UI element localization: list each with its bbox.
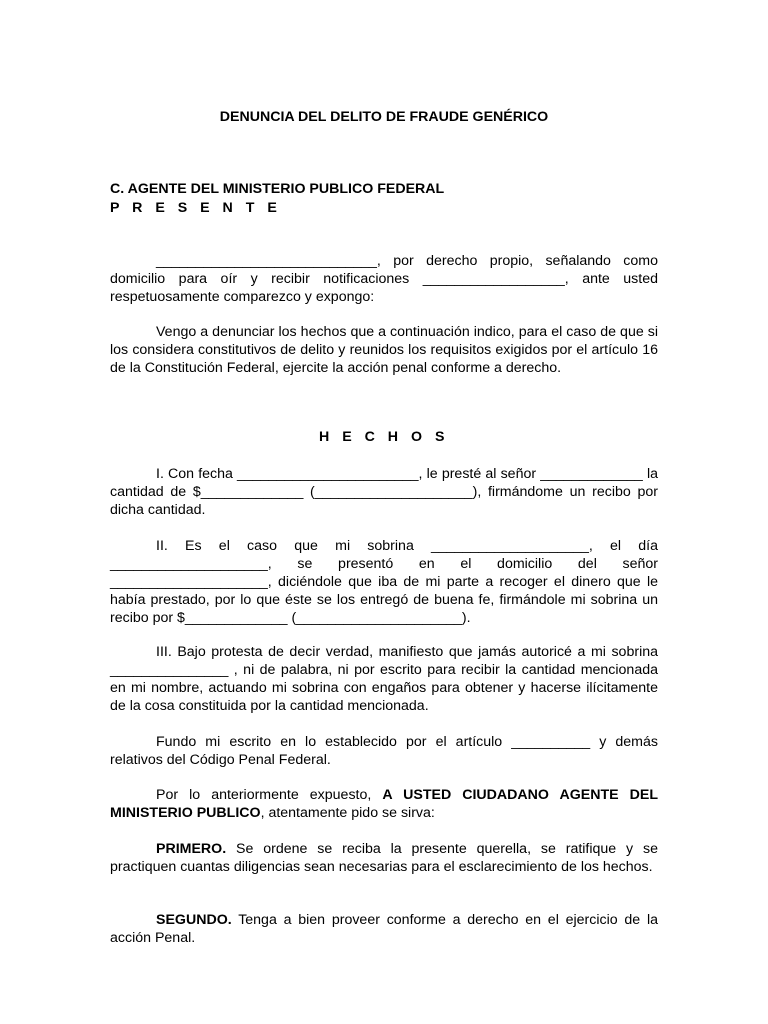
- hecho-1-paragraph: I. Con fecha _______________________, le presté al señor _____________ la cantidad de $_____________ (____________________), firmándome un recibo por dicha cantidad.: [110, 466, 658, 518]
- addressee-block: [110, 180, 658, 218]
- fundamento-section: [110, 733, 658, 769]
- segundo-label: SEGUNDO.: [156, 912, 232, 928]
- hecho-1-section: [110, 465, 658, 519]
- addressee-presente: P R E S E N T E: [110, 200, 282, 216]
- purpose-paragraph: Vengo a denunciar los hechos que a continuación indico, para el caso de que si los considera constitutivos de delito y reunidos los requisitos exigidos por el artículo 16 de la Constitución Federal, ejercite la acción penal conforme a derecho.: [110, 324, 658, 376]
- primero-section: [110, 840, 658, 876]
- hecho-2-section: [110, 537, 658, 627]
- hecho-3-section: [110, 643, 658, 715]
- segundo-text: Tenga a bien proveer conforme a derecho en el ejercicio de la acción Penal.: [110, 912, 658, 946]
- petition-closing-text: , atentamente pido se sirva:: [260, 805, 435, 821]
- hechos-heading: H E C H O S: [319, 429, 449, 445]
- addressee-name: C. AGENTE DEL MINISTERIO PUBLICO FEDERAL: [110, 181, 445, 197]
- primero-text: Se ordene se reciba la presente querella, se ratifique y se practiquen cuantas diligencias sean necesarias para el esclarecimiento de los hechos.: [110, 841, 658, 875]
- document-title: DENUNCIA DEL DELITO DE FRAUDE GENÉRICO: [219, 109, 549, 125]
- petition-section: [110, 786, 658, 822]
- segundo-section: [110, 911, 658, 947]
- purpose-section: [110, 323, 658, 377]
- hecho-2-paragraph: II. Es el caso que mi sobrina ____________________, el día ____________________, se presentó en el domicilio del señor ____________________, diciéndole que iba de mi parte a recoger el dinero que le había prestado, por lo que éste se los entregó de buena fe, firmándole mi sobrina un recibo por $_____________ (_____________________).: [110, 538, 658, 626]
- fundamento-paragraph: Fundo mi escrito en lo establecido por el artículo __________ y demás relativos del Código Penal Federal.: [110, 734, 658, 768]
- intro-section: [110, 252, 658, 306]
- primero-label: PRIMERO.: [156, 841, 227, 857]
- segundo-paragraph: [110, 911, 658, 947]
- petition-addressee: A USTED CIUDADANO AGENTE DEL MINISTERIO PUBLICO: [110, 787, 658, 821]
- hecho-3-paragraph: III. Bajo protesta de decir verdad, manifiesto que jamás autoricé a mi sobrina _______________ , ni de palabra, ni por escrito para recibir la cantidad mencionada en mi nombre, actuando mi sobrina con engaños para obtener y hacerse ilícitamente de la cosa constituida por la cantidad mencionada.: [110, 644, 658, 714]
- intro-paragraph: ____________________________, por derecho propio, señalando como domicilio para oír y recibir notificaciones __________________, ante usted respetuosamente comparezco y expongo:: [110, 253, 658, 305]
- petition-paragraph: [110, 786, 658, 822]
- petition-intro-text: Por lo anteriormente expuesto,: [156, 787, 383, 803]
- primero-paragraph: [110, 840, 658, 876]
